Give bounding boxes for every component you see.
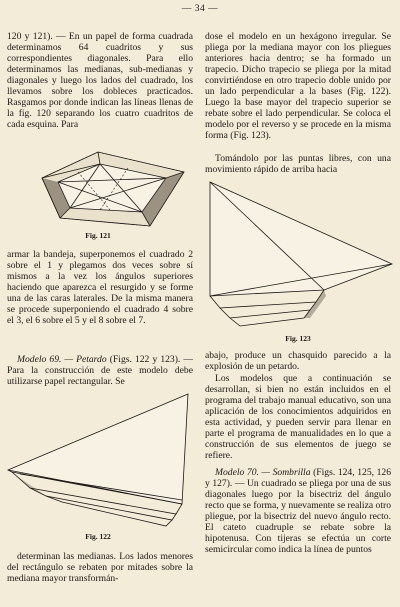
figure-122-caption: Fig. 122 — [85, 532, 111, 541]
figure-123-petardo — [206, 178, 394, 338]
paragraph — [205, 467, 391, 555]
paragraph — [7, 354, 193, 387]
model-70-text: (Figs. 124, 125, 126 y 127). — Un cuadrado se pliega por una de sus diagonales luego por la bisectriz del ángulo recto que se forma, y nuevamente se realiza otro pliegue, por la bisectriz del nuevo ángulo recto. El cateto cuadruple se rebate sobre la hipotenusa. Con tijeras se efectúa un corte semicircular como indica la línea de puntos — [205, 467, 392, 556]
right-text-block-1 — [205, 31, 391, 141]
model-69-title: Modelo 69. — Petardo — [17, 354, 107, 365]
model-70-title: Modelo 70. — Sombrilla — [215, 467, 311, 478]
paragraph: armar la bandeja, superponemos el cuadrado 2 sobre el 1 y plegamos dos veces sobre sí mismos a la vez los ángulos superiores haciendo que aparezca el resurgido y se forme una de las caras laterales. De la misma manera se procede superponiendo el cuadrado 4 sobre el 3, el 6 sobre el 5 y el 8 sobre el 7. — [7, 249, 193, 327]
figure-123-caption: Fig. 123 — [285, 334, 311, 343]
left-text-block-3 — [7, 354, 193, 387]
model-69-text: (Figs. 122 y 123). — Para la construcción de este modelo debe utilizarse papel rectangular. Se — [7, 354, 193, 388]
left-text-block-4 — [7, 551, 193, 584]
paragraph: determinan las medianas. Los lados menores del rectángulo se rebaten por mitades sobre la mediana mayor transformán- — [7, 551, 193, 585]
paragraph: Los modelos que a continuación se desarrollan, si bien no están incluidos en el programa del trabajo manual educativo, son una aplicación de los conocimientos adquiridos en esta actividad, y pueden servir para llenar en parte el programa de manualidades en lo que a construcción de sus elementos de juego se refiere. — [205, 373, 391, 462]
right-text-block-3 — [205, 350, 391, 372]
paragraph: abajo, produce un chasquido parecido a la explosión de un petardo. — [205, 350, 391, 373]
right-text-block-2 — [205, 153, 391, 175]
paragraph: Tomándolo por las puntas libres, con una movimiento rápido de arriba hacia — [205, 153, 391, 176]
paragraph: 120 y 121). — En un papel de forma cuadrada determinamos 64 cuadritos y sus correspondientes diagonales. Para ello determinamos las medianas, sub-medianas y diagonales y luego los lados del cuadrado, los llevamos sobre los dobleces practicados. Rasgamos por donde indican las líneas llenas de la fig. 120 separando los cuatro cuadritos de cada esquina. Para — [7, 31, 193, 131]
left-text-block-1 — [7, 31, 193, 130]
right-text-block-5 — [205, 467, 391, 555]
figure-122-trapezoid — [6, 392, 192, 532]
right-text-block-4 — [205, 373, 391, 461]
figure-121-tray — [38, 150, 188, 230]
page-number: — 34 — — [181, 4, 219, 14]
figure-121-caption: Fig. 121 — [85, 231, 111, 240]
left-text-block-2 — [7, 249, 193, 326]
paragraph: dose el modelo en un hexágono irregular. Se pliega por la mediana mayor con los pliegues anteriores hacia dentro; se ha formado un trapecio. Dicho trapecio se pliega por la mitad convirtiéndose en otro trapecio doble unido por un lado perpendicular a la bases (Fig. 122). Luego la base mayor del trapecio superior se rebate sobre el lado perpendicular. Se coloca el modelo por el reverso y se procede en la misma forma (Fig. 123). — [205, 31, 391, 142]
